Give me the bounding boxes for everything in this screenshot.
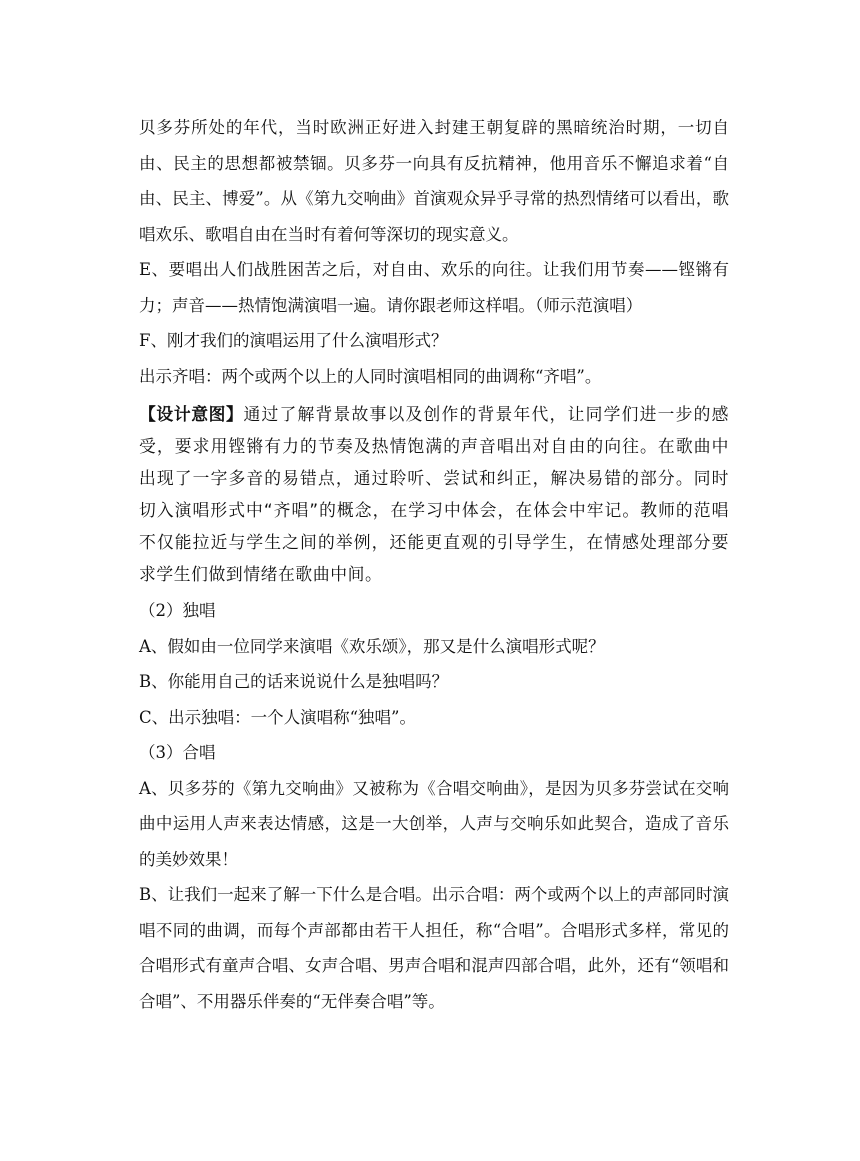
- step-e-paragraph: E、要唱出人们战胜困苦之后，对自由、欢乐的向往。让我们用节奏——铿锵有力；声音——热情饱满演唱一遍。请你跟老师这样唱。（师示范演唱）: [139, 260, 729, 315]
- solo-heading: （2）独唱: [139, 601, 216, 620]
- design-intent-label: 【设计意图】: [139, 404, 244, 424]
- chorus-item-a: A、贝多芬的《第九交响曲》又被称为《合唱交响曲》，是因为贝多芬尝试在交响曲中运用人声来表达情感，这是一大创举，人声与交响乐如此契合，造成了音乐的美妙效果！: [139, 778, 729, 869]
- design-intent-text: 通过了解背景故事以及创作的背景年代，让同学们进一步的感受，要求用铿锵有力的节奏及热情饱满的声音唱出对自由的向往。在歌曲中出现了一字多音的易错点，通过聆听、尝试和纠正，解决易错的部分。同时切入演唱形式中“齐唱”的概念，在学习中体会，在体会中牢记。教师的范唱不仅能拉近与学生之间的举例，还能更直观的引导学生，在情感处理部分要求学生们做到情绪在歌曲中间。: [139, 404, 729, 584]
- document-body: [139, 110, 729, 1019]
- design-intent-paragraph: [139, 398, 729, 590]
- solo-item-c: C、出示独唱：一个人演唱称“独唱”。: [139, 707, 416, 727]
- background-paragraph: 贝多芬所处的年代，当时欧洲正好进入封建王朝复辟的黑暗统治时期，一切自由、民主的思想都被禁锢。贝多芬一向具有反抗精神，他用音乐不懈追求着“自由、民主、博爱”。从《第九交响曲》首演观众异乎寻常的热烈情绪可以看出，歌唱欢乐、歌唱自由在当时有着何等深切的现实意义。: [139, 118, 729, 244]
- chorus-item-b: B、让我们一起来了解一下什么是合唱。出示合唱：两个或两个以上的声部同时演唱不同的曲调，而每个声部都由若干人担任，称“合唱”。合唱形式多样，常见的合唱形式有童声合唱、女声合唱、男声合唱和混声四部合唱，此外，还有“领唱和合唱”、不用器乐伴奏的“无伴奏合唱”等。: [139, 885, 729, 1011]
- solo-item-b: B、你能用自己的话来说说什么是独唱吗？: [139, 672, 449, 691]
- unison-definition: 出示齐唱：两个或两个以上的人同时演唱相同的曲调称“齐唱”。: [139, 366, 602, 386]
- step-f-paragraph: F、刚才我们的演唱运用了什么演唱形式？: [139, 331, 448, 350]
- chorus-heading: （3）合唱: [139, 743, 216, 762]
- solo-item-a: A、假如由一位同学来演唱《欢乐颂》，那又是什么演唱形式呢？: [139, 636, 605, 656]
